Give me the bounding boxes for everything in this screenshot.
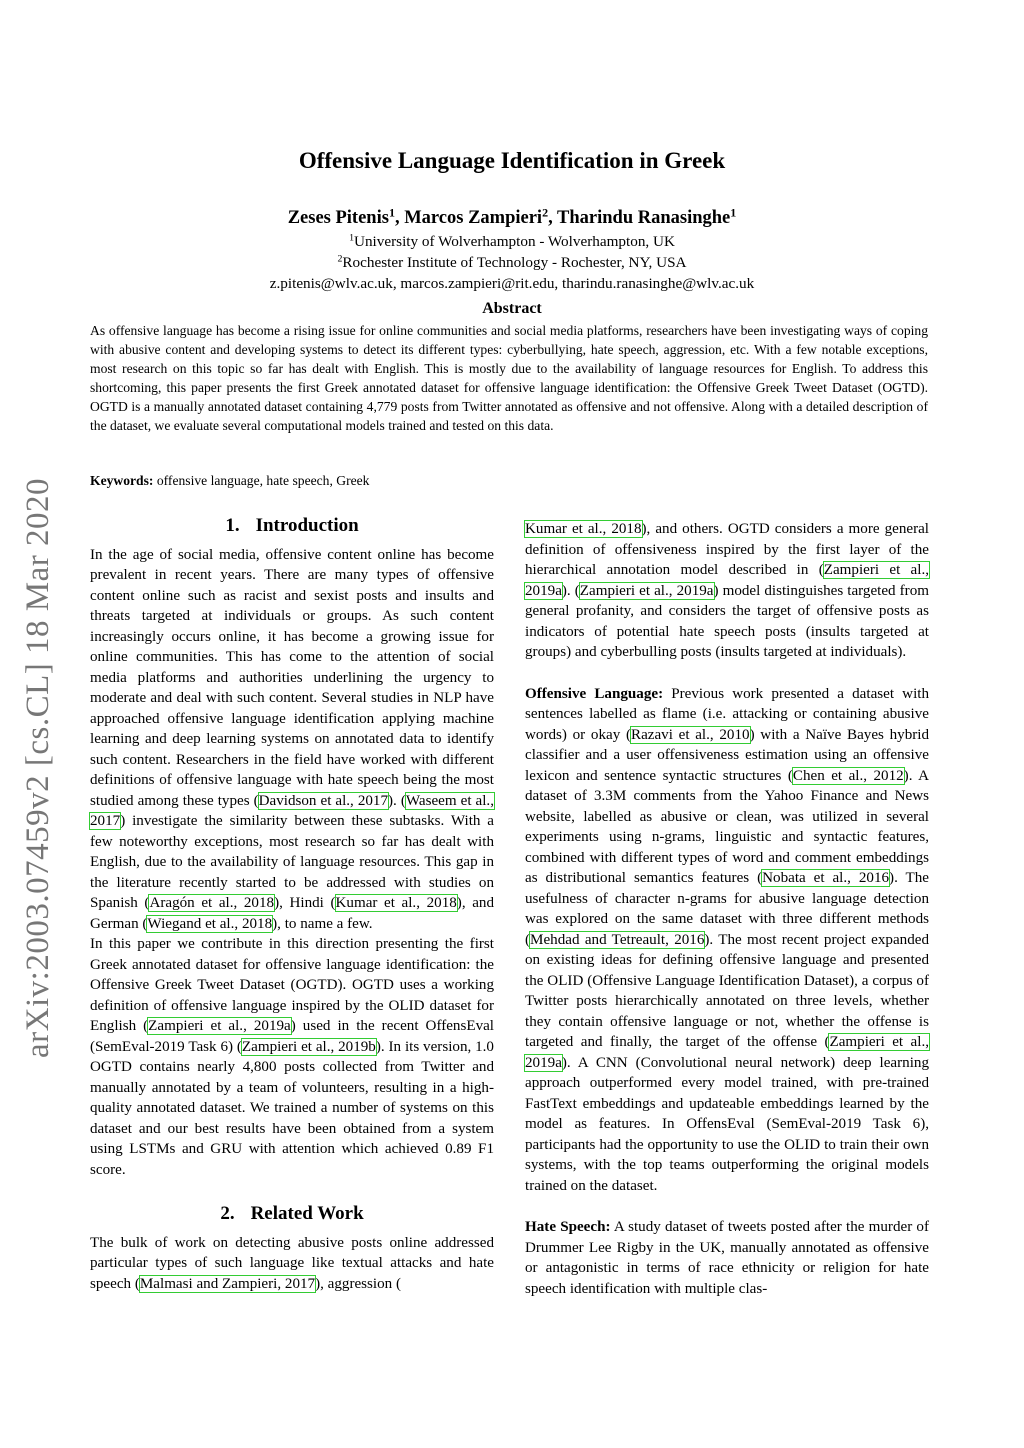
author-name: Marcos Zampieri: [404, 208, 543, 228]
affiliation-text: Rochester Institute of Technology - Rochester, NY, USA: [342, 254, 687, 271]
citation-link[interactable]: Aragón et al., 2018: [149, 895, 275, 911]
affiliation-marker: 2: [542, 205, 549, 220]
author-emails: z.pitenis@wlv.ac.uk, marcos.zampieri@rit.edu, tharindu.ranasinghe@wlv.ac.uk: [269, 275, 755, 292]
offensive-language-paragraph: Offensive Language: Previous work presented a dataset with sentences labelled as flame (i.e. attacking or containing abusive words) or okay (Razavi et al., 2010) with a Naïve Bayes hybrid classifier and a user offensiveness estimation using an offensive lexicon and sentence syntactic structures (Chen et al., 2012). A dataset of 3.3M comments from the Yahoo Finance and News website, labelled as abusive or clean, was utilized in several experiments using n-grams, linguistic and syntactic features, combined with different types of word and comment embeddings as distributional semantics features (Nobata et al., 2016). The usefulness of character n-grams for abusive language detection was explored on the same dataset with three different methods (Mehdad and Tetreault, 2016). The most recent project expanded on existing ideas for defining offensive language and presented the OLID (Offensive Language Identification Dataset), a corpus of Twitter posts hierarchically annotated on three levels, whether they contain offensive language or not, whether the offense is targeted and finally, the target of the offense (Zampieri et al., 2019a). A CNN (Convolutional neural network) deep learning approach outperformed every model trained, with pre-trained FastText embeddings and updateable embeddings learned by the model as features. In OffensEval (SemEval-2019 Task 6), participants had the opportunity to use the OLID to train their own systems, with the top teams outperforming the original models trained on the dataset.: [525, 685, 930, 1194]
keywords: [90, 473, 928, 489]
citation-link[interactable]: Nobata et al., 2016: [762, 870, 890, 886]
citation-link[interactable]: Wiegand et al., 2018: [147, 915, 273, 932]
affiliation-1: [0, 233, 1024, 251]
affiliation-2: [0, 254, 1024, 272]
citation-link[interactable]: Davidson et al., 2017: [258, 792, 389, 809]
abstract-text: As offensive language has become a rising issue for online communities and social media platforms, researchers have been investigating ways of coping with abusive content and developing systems to detect its different types: cyberbullying, hate speech, aggression, etc. With a few notable exceptions, most research on this topic so far has dealt with English. This is mostly due to the availability of language resources for English. To address this shortcoming, this paper presents the first Greek annotated dataset for offensive language identification: the Offensive Greek Tweet Dataset (OGTD). OGTD is a manually annotated dataset containing 4,779 posts from Twitter annotated as offensive and not offensive. Along with a detailed description of the dataset, we evaluate several computational models trained and tested on this data.: [90, 323, 928, 433]
hate-speech-paragraph: Hate Speech: A study dataset of tweets posted after the murder of Drummer Lee Rigby in the UK, manually annotated as offensive or antagonistic in terms of race ethnicity or religion for hate speech identification with multiple clas-: [525, 1219, 929, 1297]
author-name: Tharindu Ranasinghe: [557, 208, 731, 228]
citation-link[interactable]: Malmasi and Zampieri, 2017: [139, 1275, 316, 1292]
citation-link[interactable]: Zampieri et al., 2019a: [579, 582, 714, 599]
citation-link[interactable]: Mehdad and Tetreault, 2016: [530, 931, 705, 948]
section-number: 2.: [220, 1203, 235, 1224]
affiliation-marker: 1: [349, 232, 354, 244]
section-title: Related Work: [250, 1203, 364, 1224]
related-paragraph-1: The bulk of work on detecting abusive posts online addressed particular types of such language like textual attacks and hate speech (Malmasi and Zampieri, 2017), aggression (: [90, 1234, 494, 1292]
section-title: Introduction: [255, 515, 359, 536]
keywords-label: Keywords:: [90, 473, 154, 488]
citation-link[interactable]: Razavi et al., 2010: [631, 726, 750, 743]
section-number: 1.: [225, 515, 240, 536]
affiliation-marker: 1: [730, 205, 737, 220]
paper-title: Offensive Language Identification in Greek: [298, 148, 726, 173]
left-column: [90, 516, 494, 1294]
affiliation-text: University of Wolverhampton - Wolverhampton, UK: [354, 233, 675, 250]
citation-link[interactable]: Zampieri et al., 2019a: [148, 1018, 291, 1034]
citation-link[interactable]: Zampieri et al., 2019a: [525, 1034, 929, 1071]
intro-paragraph-1: In the age of social media, offensive content online has become prevalent in recent years. There are many types of offensive content online such as racist and sexist posts and insults and threats targeted at individuals or groups. As such content increasingly occurs online, it has become a growing issue for online communities. This has come to the attention of social media platforms and authorities underlining the urgency to moderate and deal with such content. Several studies in NLP have approached offensive language identification applying machine learning and deep learning systems on annotated data to identify such content. Researchers in the field have worked with different definitions of offensive language with hate speech being the most studied among these types (Davidson et al., 2017). (Waseem et al., 2017) investigate the similarity between these subtasks. With a few noteworthy exceptions, most research so far has dealt with English, due to the availability of language resources. This gap in the literature recently started to be addressed with studies on Spanish (Aragón et al., 2018), Hindi (Kumar et al., 2018), and German (Wiegand et al., 2018), to name a few.: [90, 546, 495, 932]
citation-link[interactable]: Zampieri et al., 2019b: [241, 1038, 376, 1055]
keywords-text: offensive language, hate speech, Greek: [156, 473, 370, 488]
author-name: Zeses Pitenis: [287, 208, 389, 228]
separator: ,: [394, 208, 405, 228]
citation-link[interactable]: Kumar et al., 2018: [525, 521, 642, 537]
abstract-heading: Abstract: [482, 300, 542, 317]
citation-link[interactable]: Kumar et al., 2018: [335, 895, 457, 911]
citation-link[interactable]: Zampieri et al., 2019a: [525, 562, 929, 599]
citation-link[interactable]: Waseem et al., 2017: [90, 792, 494, 829]
arxiv-identifier: arXiv:2003.07459v2 [cs.CL] 18 Mar 2020: [20, 478, 56, 1058]
affiliation-marker: 2: [337, 253, 343, 265]
affiliation-marker: 1: [388, 205, 395, 220]
author-list: [0, 205, 1024, 229]
section-heading-introduction: [90, 516, 494, 537]
paragraph-label: Offensive Language:: [525, 685, 664, 702]
paragraph-label: Hate Speech:: [525, 1219, 611, 1235]
right-column: [525, 519, 929, 1299]
related-paragraph-1-continued: Kumar et al., 2018), and others. OGTD considers a more general definition of offensiveness inspired by the first layer of the hierarchical annotation model described in (Zampieri et al., 2019a). (Zampieri et al., 2019a) model distinguishes targeted from general profanity, and considers the target of offensive posts as indicators of potential hate speech posts (insults targeted at groups) and cyberbulling posts (insults targeted at individuals).: [525, 521, 929, 660]
section-heading-related-work: [90, 1204, 494, 1225]
intro-paragraph-2: In this paper we contribute in this direction presenting the first Greek annotated dataset for offensive language identification: the Offensive Greek Tweet Dataset (OGTD). OGTD uses a working definition of offensive language inspired by the OLID dataset for English (Zampieri et al., 2019a) used in the recent OffensEval (SemEval-2019 Task 6) (Zampieri et al., 2019b). In its version, 1.0 OGTD contains nearly 4,800 posts collected from Twitter and manually annotated by a team of volunteers, resulting in a high-quality annotated dataset. We trained a number of systems on this dataset and our best results have been obtained from a system using LSTMs and GRU with attention which achieved 0.89 F1 score.: [90, 936, 495, 1178]
citation-link[interactable]: Chen et al., 2012: [792, 767, 904, 784]
separator: ,: [548, 208, 558, 228]
